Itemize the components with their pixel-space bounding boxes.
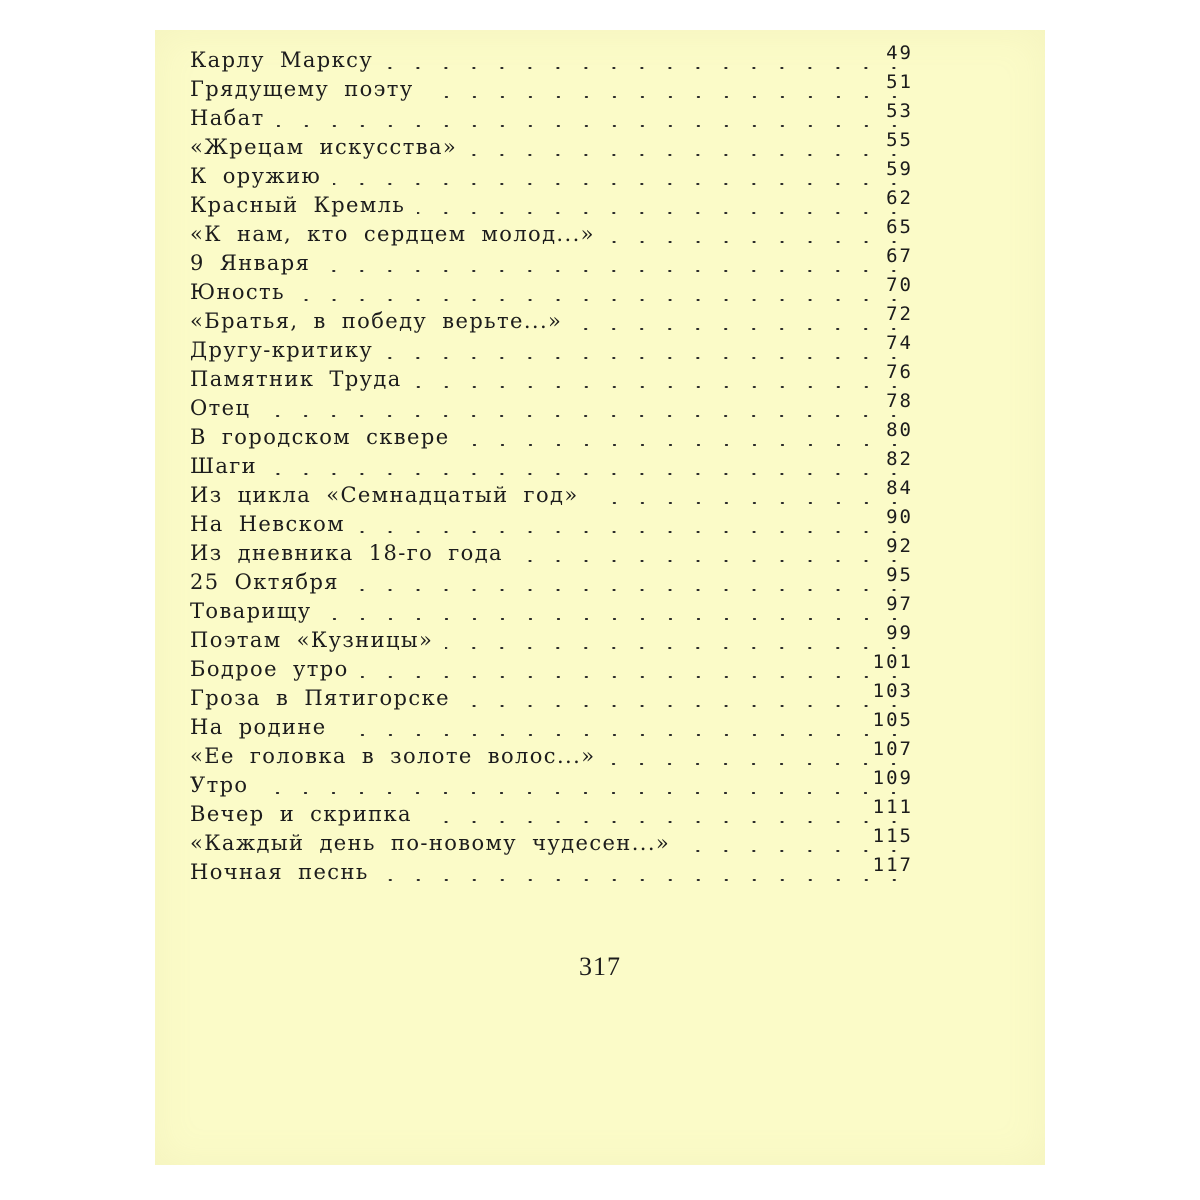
table-of-contents bbox=[190, 42, 913, 889]
toc-entry-page: 99 bbox=[886, 622, 913, 644]
toc-entry bbox=[190, 100, 913, 135]
toc-entry-page: 53 bbox=[886, 100, 913, 122]
toc-entry-title: «Каждый день по-новому чудесен...» bbox=[190, 831, 671, 855]
toc-entry-page: 62 bbox=[886, 187, 913, 209]
toc-entry-title: Другу-критику bbox=[190, 338, 374, 362]
toc-entry-title: Товарищу bbox=[190, 599, 312, 623]
toc-entry-title: Бодрое утро bbox=[190, 657, 349, 681]
toc-entry bbox=[190, 274, 913, 309]
toc-entry-page: 76 bbox=[886, 361, 913, 383]
dot-leader bbox=[260, 792, 908, 794]
toc-entry-page: 55 bbox=[886, 129, 913, 151]
dot-leader bbox=[269, 473, 908, 475]
toc-entry-title: Из дневника 18-го года bbox=[190, 541, 503, 565]
dot-leader bbox=[322, 270, 908, 272]
toc-entry bbox=[190, 71, 913, 106]
toc-entry-page: 67 bbox=[886, 245, 913, 267]
toc-entry-title: 25 Октября bbox=[190, 570, 339, 594]
toc-entry bbox=[190, 709, 913, 744]
page-number: 317 bbox=[579, 952, 621, 981]
dot-leader bbox=[351, 589, 908, 591]
toc-entry bbox=[190, 187, 913, 222]
toc-entry-title: В городском сквере bbox=[190, 425, 450, 449]
dot-leader bbox=[385, 67, 908, 69]
toc-entry-page: 115 bbox=[872, 825, 913, 847]
toc-entry-page: 59 bbox=[886, 158, 913, 180]
dot-leader bbox=[385, 357, 908, 359]
toc-entry bbox=[190, 767, 913, 802]
dot-leader bbox=[414, 386, 908, 388]
toc-entry-title: Грядущему поэту bbox=[190, 77, 414, 101]
dot-leader bbox=[277, 125, 908, 127]
toc-entry-title: Гроза в Пятигорске bbox=[190, 686, 450, 710]
toc-entry bbox=[190, 680, 913, 715]
toc-entry bbox=[190, 42, 913, 77]
toc-entry bbox=[190, 419, 913, 454]
toc-entry-page: 49 bbox=[886, 42, 913, 64]
toc-entry-title: Из цикла «Семнадцатый год» bbox=[190, 483, 579, 507]
dot-leader bbox=[607, 763, 908, 765]
toc-entry bbox=[190, 506, 913, 541]
dot-leader bbox=[324, 618, 908, 620]
toc-entry bbox=[190, 158, 913, 193]
toc-entry bbox=[190, 651, 913, 686]
toc-entry-title: Отец bbox=[190, 396, 251, 420]
toc-entry bbox=[190, 390, 913, 425]
dot-leader bbox=[339, 734, 908, 736]
toc-entry-page: 51 bbox=[886, 71, 913, 93]
toc-entry bbox=[190, 593, 913, 628]
toc-entry-title: К оружию bbox=[190, 164, 322, 188]
toc-entry-title: Ночная песнь bbox=[190, 860, 369, 884]
toc-entry-title: 9 Января bbox=[190, 251, 311, 275]
toc-entry-page: 72 bbox=[886, 303, 913, 325]
toc-entry-title: На Невском bbox=[190, 512, 345, 536]
dot-leader bbox=[426, 96, 908, 98]
dot-leader bbox=[357, 531, 908, 533]
toc-entry-title: Набат bbox=[190, 106, 265, 130]
toc-entry bbox=[190, 448, 913, 483]
toc-entry-page: 90 bbox=[886, 506, 913, 528]
dot-leader bbox=[515, 560, 908, 562]
toc-entry-title: Красный Кремль bbox=[190, 193, 406, 217]
book-page bbox=[155, 30, 1045, 1165]
toc-entry bbox=[190, 796, 913, 831]
toc-entry-page: 65 bbox=[886, 216, 913, 238]
toc-entry-page: 82 bbox=[886, 448, 913, 470]
toc-entry-page: 70 bbox=[886, 274, 913, 296]
toc-entry-title: «Ее головка в золоте волос...» bbox=[190, 744, 596, 768]
toc-entry-page: 80 bbox=[886, 419, 913, 441]
toc-entry-page: 105 bbox=[872, 709, 913, 731]
toc-entry-page: 74 bbox=[886, 332, 913, 354]
toc-entry-title: «К нам, кто сердцем молод...» bbox=[190, 222, 595, 246]
toc-entry bbox=[190, 361, 913, 396]
toc-entry-page: 84 bbox=[886, 477, 913, 499]
toc-entry bbox=[190, 825, 913, 860]
toc-entry-page: 103 bbox=[872, 680, 913, 702]
toc-entry bbox=[190, 535, 913, 570]
toc-entry-page: 109 bbox=[872, 767, 913, 789]
toc-entry-title: Карлу Марксу bbox=[190, 48, 374, 72]
toc-entry bbox=[190, 477, 913, 512]
toc-entry bbox=[190, 854, 913, 889]
toc-entry-title: Шаги bbox=[190, 454, 258, 478]
dot-leader bbox=[262, 415, 908, 417]
dot-leader bbox=[682, 850, 908, 852]
toc-entry-title: «Братья, в победу верьте...» bbox=[190, 309, 563, 333]
toc-entry-title: Юность bbox=[190, 280, 285, 304]
toc-entry bbox=[190, 564, 913, 599]
toc-entry-page: 111 bbox=[872, 796, 913, 818]
dot-leader bbox=[469, 154, 908, 156]
toc-entry bbox=[190, 129, 913, 164]
toc-entry bbox=[190, 738, 913, 773]
toc-entry-page: 117 bbox=[872, 854, 913, 876]
toc-entry-title: На родине bbox=[190, 715, 327, 739]
toc-entry-page: 92 bbox=[886, 535, 913, 557]
toc-entry-page: 78 bbox=[886, 390, 913, 412]
toc-entry-title: Вечер и скрипка bbox=[190, 802, 412, 826]
dot-leader bbox=[297, 299, 908, 301]
toc-entry-title: «Жрецам искусства» bbox=[190, 135, 458, 159]
dot-leader bbox=[381, 879, 908, 881]
toc-entry bbox=[190, 332, 913, 367]
toc-entry-title: Утро bbox=[190, 773, 249, 797]
dot-leader bbox=[361, 676, 908, 678]
toc-entry bbox=[190, 216, 913, 251]
dot-leader bbox=[607, 241, 908, 243]
dot-leader bbox=[574, 328, 908, 330]
dot-leader bbox=[445, 647, 908, 649]
dot-leader bbox=[462, 705, 908, 707]
dot-leader bbox=[424, 821, 908, 823]
toc-entry-page: 107 bbox=[872, 738, 913, 760]
dot-leader bbox=[417, 212, 908, 214]
dot-leader bbox=[462, 444, 908, 446]
toc-entry bbox=[190, 622, 913, 657]
toc-entry bbox=[190, 245, 913, 280]
toc-entry-page: 101 bbox=[872, 651, 913, 673]
toc-entry-title: Памятник Труда bbox=[190, 367, 402, 391]
dot-leader bbox=[333, 183, 908, 185]
dot-leader bbox=[591, 502, 908, 504]
toc-entry-page: 95 bbox=[886, 564, 913, 586]
toc-entry bbox=[190, 303, 913, 338]
toc-entry-page: 97 bbox=[886, 593, 913, 615]
toc-entry-title: Поэтам «Кузницы» bbox=[190, 628, 434, 652]
